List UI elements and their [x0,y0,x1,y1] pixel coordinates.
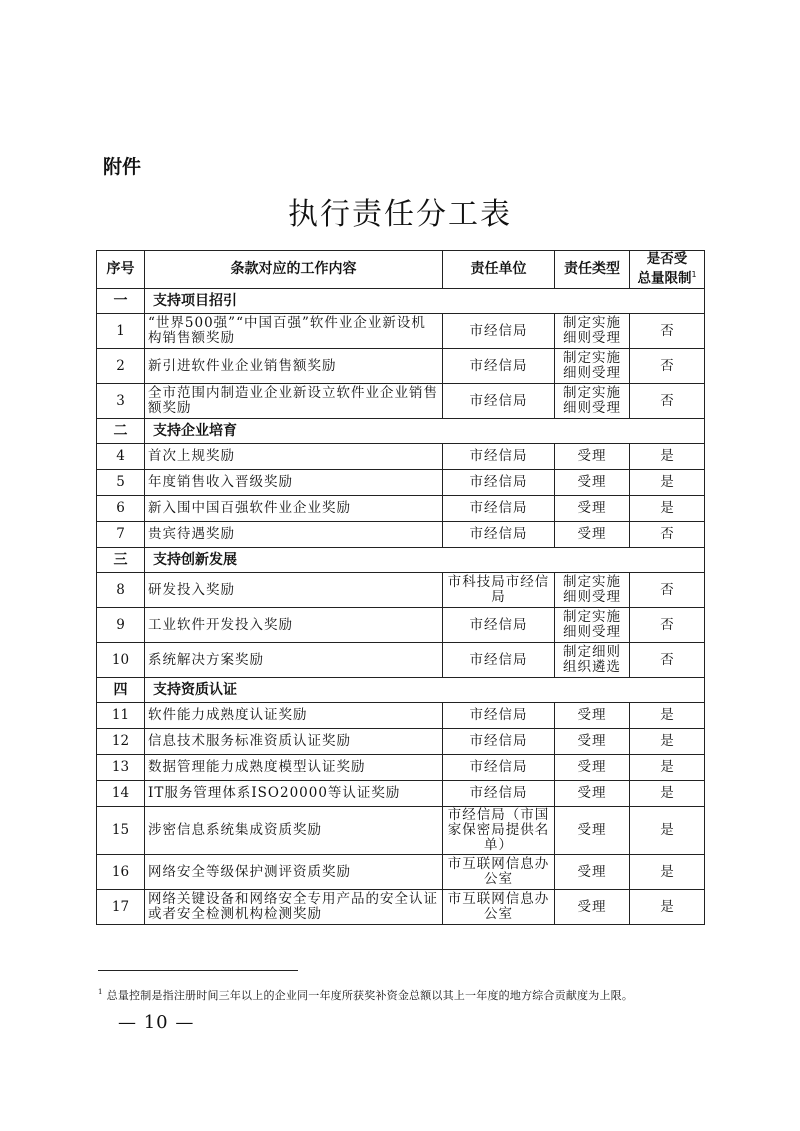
row-type: 受理 [555,781,630,807]
row-content: 工业软件开发投入奖励 [145,608,443,643]
row-limit: 否 [630,314,705,349]
row-type: 受理 [555,496,630,522]
row-content: 贵宾待遇奖励 [145,522,443,548]
row-limit: 是 [630,755,705,781]
footnote-text: 总量控制是指注册时间三年以上的企业同一年度所获奖补资金总额以其上一年度的地方综合贡献度为上限。 [106,989,634,1002]
row-unit: 市经信局 [443,522,555,548]
row-type: 受理 [555,807,630,855]
row-unit: 市经信局 [443,781,555,807]
table-row [97,522,705,548]
row-content: 研发投入奖励 [145,573,443,608]
row-type: 受理 [555,444,630,470]
header-limit-line1: 是否受 [646,251,688,268]
row-number: 6 [97,496,145,522]
table-row [97,729,705,755]
row-limit: 否 [630,349,705,384]
section-number: 二 [97,419,145,444]
table-row [97,496,705,522]
row-type: 受理 [555,522,630,548]
row-unit: 市科技局市经信局 [443,573,555,608]
row-number: 7 [97,522,145,548]
row-type: 受理 [555,470,630,496]
row-content: 数据管理能力成熟度模型认证奖励 [145,755,443,781]
table-header-row [97,251,705,289]
section-title: 支持资质认证 [145,678,705,703]
row-content: 网络关键设备和网络安全专用产品的安全认证或者安全检测机构检测奖励 [145,890,443,925]
row-unit: 市经信局 [443,608,555,643]
row-unit: 市经信局 [443,755,555,781]
table-row [97,855,705,890]
footnote-ref: 1 [691,270,697,280]
section-title: 支持项目招引 [145,289,705,314]
row-unit: 市经信局 [443,643,555,678]
table-row [97,781,705,807]
section-title: 支持创新发展 [145,548,705,573]
table-row [97,384,705,419]
section-number: 一 [97,289,145,314]
row-content: 全市范围内制造业企业新设立软件业企业销售额奖励 [145,384,443,419]
row-number: 16 [97,855,145,890]
header-unit: 责任单位 [443,251,555,289]
row-limit: 是 [630,890,705,925]
row-content: 网络安全等级保护测评资质奖励 [145,855,443,890]
row-number: 12 [97,729,145,755]
row-unit: 市经信局 [443,444,555,470]
row-type: 制定细则组织遴选 [555,643,630,678]
row-unit: 市互联网信息办公室 [443,855,555,890]
appendix-label: 附件 [103,156,142,178]
row-number: 15 [97,807,145,855]
row-number: 3 [97,384,145,419]
row-content: 信息技术服务标准资质认证奖励 [145,729,443,755]
row-type: 受理 [555,890,630,925]
row-number: 14 [97,781,145,807]
row-limit: 是 [630,855,705,890]
row-unit: 市经信局 [443,703,555,729]
row-unit: 市经信局（市国家保密局提供名单） [443,807,555,855]
row-number: 2 [97,349,145,384]
table-row [97,314,705,349]
row-type: 制定实施细则受理 [555,384,630,419]
row-type: 受理 [555,703,630,729]
row-limit: 是 [630,781,705,807]
table-row [97,608,705,643]
header-content: 条款对应的工作内容 [145,251,443,289]
row-number: 1 [97,314,145,349]
row-unit: 市经信局 [443,470,555,496]
row-content: IT服务管理体系ISO20000等认证奖励 [145,781,443,807]
table-body [97,289,705,925]
table-row [97,807,705,855]
header-no: 序号 [97,251,145,289]
row-number: 5 [97,470,145,496]
row-type: 受理 [555,855,630,890]
row-number: 11 [97,703,145,729]
row-unit: 市互联网信息办公室 [443,890,555,925]
row-limit: 是 [630,496,705,522]
row-unit: 市经信局 [443,496,555,522]
section-row [97,548,705,573]
row-limit: 是 [630,444,705,470]
row-content: “世界500强”“中国百强”软件业企业新设机构销售额奖励 [145,314,443,349]
section-row [97,289,705,314]
header-limit [630,251,705,289]
table-row [97,643,705,678]
table-row [97,573,705,608]
row-unit: 市经信局 [443,729,555,755]
row-content: 首次上规奖励 [145,444,443,470]
row-type: 制定实施细则受理 [555,608,630,643]
row-limit: 是 [630,703,705,729]
row-limit: 否 [630,608,705,643]
row-content: 年度销售收入晋级奖励 [145,470,443,496]
row-content: 软件能力成熟度认证奖励 [145,703,443,729]
table-row [97,703,705,729]
row-content: 系统解决方案奖励 [145,643,443,678]
row-number: 9 [97,608,145,643]
row-type: 制定实施细则受理 [555,349,630,384]
row-limit: 否 [630,643,705,678]
row-content: 新入围中国百强软件业企业奖励 [145,496,443,522]
row-content: 涉密信息系统集成资质奖励 [145,807,443,855]
row-number: 8 [97,573,145,608]
row-type: 受理 [555,755,630,781]
header-type: 责任类型 [555,251,630,289]
row-limit: 否 [630,522,705,548]
row-type: 受理 [555,729,630,755]
row-unit: 市经信局 [443,384,555,419]
row-limit: 是 [630,729,705,755]
row-number: 13 [97,755,145,781]
row-limit: 是 [630,470,705,496]
footnote [98,987,633,1003]
row-number: 10 [97,643,145,678]
header-limit-line2: 总量限制 [637,270,692,287]
row-limit: 否 [630,384,705,419]
row-unit: 市经信局 [443,349,555,384]
row-type: 制定实施细则受理 [555,573,630,608]
table-row [97,890,705,925]
section-title: 支持企业培育 [145,419,705,444]
table-row [97,444,705,470]
page-number: — 10 — [118,1012,195,1033]
table-row [97,755,705,781]
row-number: 4 [97,444,145,470]
section-number: 四 [97,678,145,703]
row-limit: 是 [630,807,705,855]
table-row [97,470,705,496]
row-limit: 否 [630,573,705,608]
page-title: 执行责任分工表 [288,197,512,232]
responsibility-table [96,250,705,925]
section-number: 三 [97,548,145,573]
row-type: 制定实施细则受理 [555,314,630,349]
table-row [97,349,705,384]
footnote-divider [98,970,298,971]
row-unit: 市经信局 [443,314,555,349]
section-row [97,678,705,703]
section-row [97,419,705,444]
row-content: 新引进软件业企业销售额奖励 [145,349,443,384]
footnote-mark: 1 [98,988,103,997]
row-number: 17 [97,890,145,925]
